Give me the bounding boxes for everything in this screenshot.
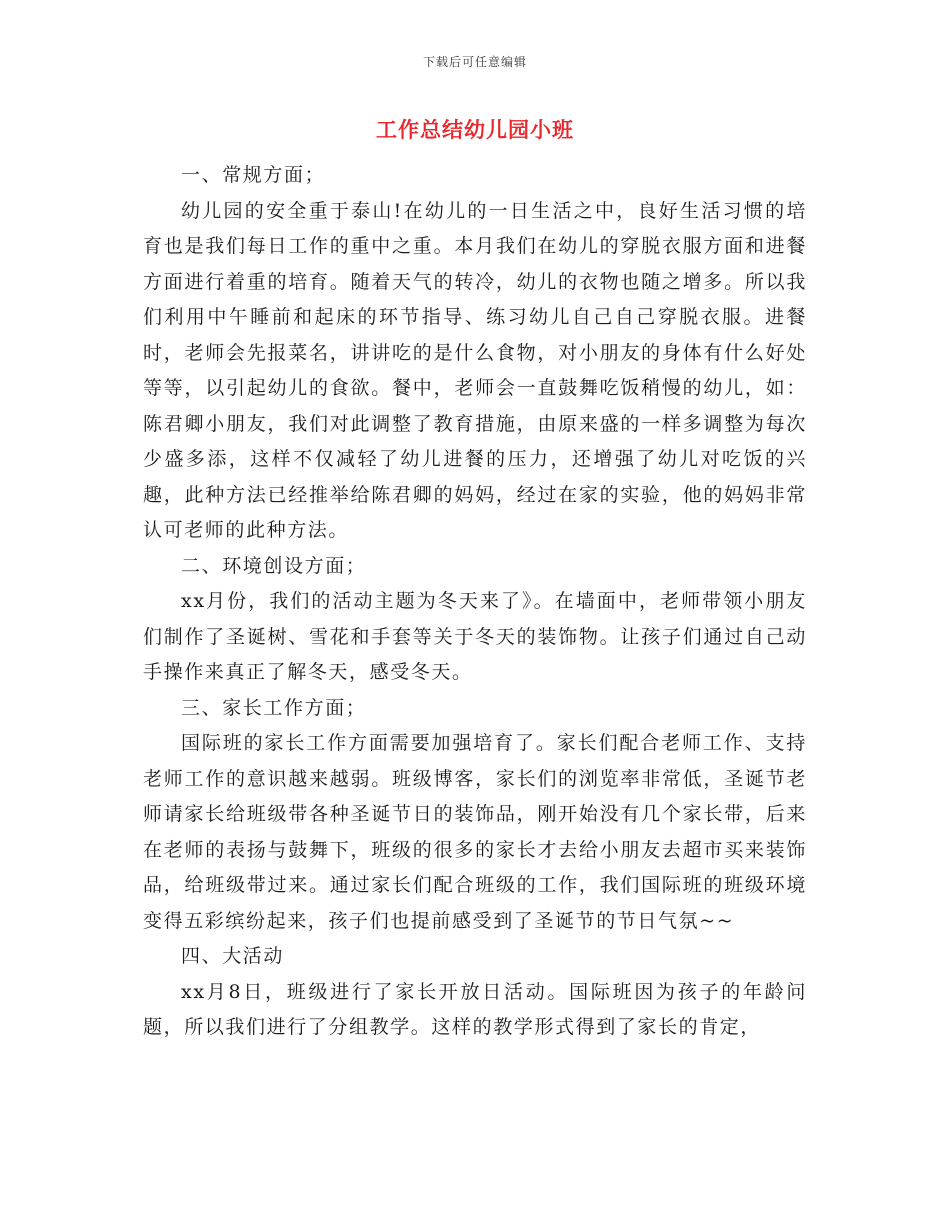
section-heading-routine: 一、常规方面； [181, 164, 326, 186]
section-heading-activity: 四、大活动 [181, 945, 285, 967]
document-title: 工作总结幼儿园小班 [376, 117, 574, 142]
section-heading-parents: 三、家长工作方面； [181, 696, 367, 719]
header-note: 下载后可任意编辑 [422, 55, 527, 69]
document-body [143, 158, 807, 1046]
paragraph-activity: xx月8日，班级进行了家长开放日活动。国际班因为孩子的年龄问题，所以我们进行了分组教学。这样的教学形式得到了家长的肯定， [143, 980, 807, 1038]
paragraph-parents: 国际班的家长工作方面需要加强培育了。家长们配合老师工作、支持老师工作的意识越来越弱。班级博客，家长们的浏览率非常低，圣诞节老师请家长给班级带各种圣诞节日的装饰品，刚开始没有几个家长带，后来在老师的表扬与鼓舞下，班级的很多的家长才去给小朋友去超市买来装饰品，给班级带过来。通过家长们配合班级的工作，我们国际班的班级环境变得五彩缤纷起来，孩子们也提前感受到了圣诞节的节日气氛~~ [143, 732, 807, 932]
paragraph-routine: 幼儿园的安全重于泰山!在幼儿的一日生活之中，良好生活习惯的培育也是我们每日工作的重中之重。本月我们在幼儿的穿脱衣服方面和进餐方面进行着重的培育。随着天气的转冷，幼儿的衣物也随之增多。所以我们利用中午睡前和起床的环节指导、练习幼儿自己自己穿脱衣服。进餐时，老师会先报菜名，讲讲吃的是什么食物，对小朋友的身体有什么好处等等，以引起幼儿的食欲。餐中，老师会一直鼓舞吃饭稍慢的幼儿，如：陈君卿小朋友，我们对此调整了教育措施，由原来盛的一样多调整为每次少盛多添，这样不仅减轻了幼儿进餐的压力，还增强了幼儿对吃饭的兴趣，此种方法已经推举给陈君卿的妈妈，经过在家的实验，他的妈妈非常认可老师的此种方法。 [143, 199, 807, 541]
paragraph-environment: xx月份，我们的活动主题为冬天来了》。在墙面中，老师带领小朋友们制作了圣诞树、雪花和手套等关于冬天的装饰物。让孩子们通过自己动手操作来真正了解冬天，感受冬天。 [143, 590, 807, 683]
section-heading-environment: 二、环境创设方面； [181, 554, 367, 577]
